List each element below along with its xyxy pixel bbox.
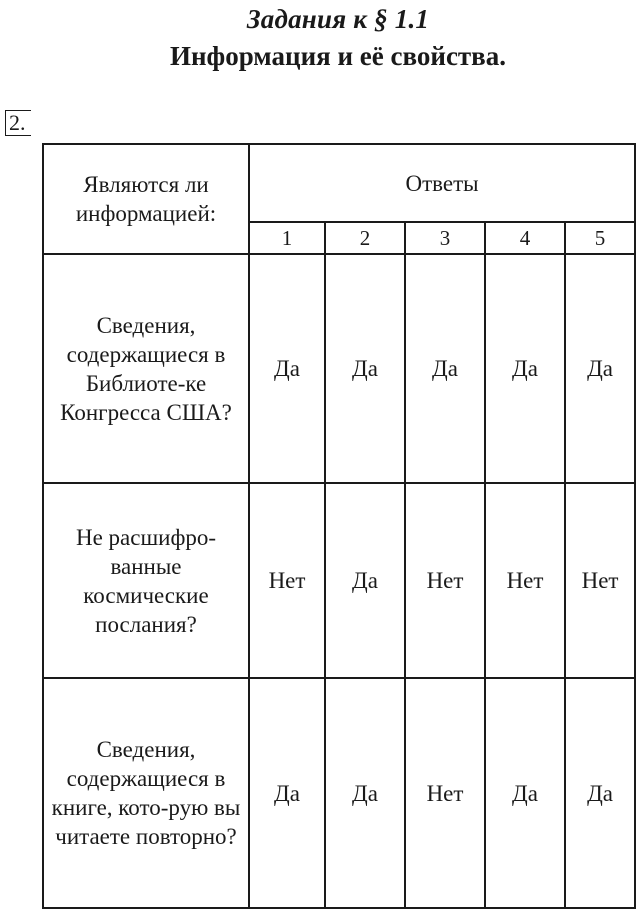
answer-cell: Да [485,678,565,908]
answer-cell: Нет [485,483,565,679]
answer-number-cell: 1 [249,222,325,254]
answer-number-cell: 2 [325,222,405,254]
answer-cell: Да [565,254,635,483]
answer-cell: Да [325,678,405,908]
question-cell: Не расшифро-ванные космические послания? [43,483,249,679]
answer-cell: Да [325,483,405,679]
task-number-label: 2. [9,110,26,135]
answers-header-cell: Ответы [249,144,635,222]
answer-cell: Да [565,678,635,908]
table-row [43,678,635,908]
answer-cell: Нет [405,678,485,908]
answer-cell: Да [485,254,565,483]
table-header-row [43,144,635,222]
table-row [43,483,635,679]
answer-cell: Да [249,678,325,908]
question-cell: Сведения, содержащиеся в Библиоте-ке Конгресса США? [43,254,249,483]
answer-number-cell: 3 [405,222,485,254]
question-header-cell: Являются ли информацией: [43,144,249,254]
answers-table-wrapper [42,143,634,909]
answer-cell: Нет [405,483,485,679]
answer-number-cell: 4 [485,222,565,254]
section-subtitle: Информация и её свойства. [169,41,507,71]
answers-table [42,143,636,909]
table-row [43,254,635,483]
answer-cell: Да [325,254,405,483]
answer-cell: Нет [565,483,635,679]
task-number [5,110,31,136]
question-cell: Сведения, содержащиеся в книге, кото-рую вы читаете повторно? [43,678,249,908]
section-title: Задания к § 1.1 [246,4,430,34]
answer-number-cell: 5 [565,222,635,254]
answer-cell: Да [249,254,325,483]
answer-cell: Нет [249,483,325,679]
answer-cell: Да [405,254,485,483]
